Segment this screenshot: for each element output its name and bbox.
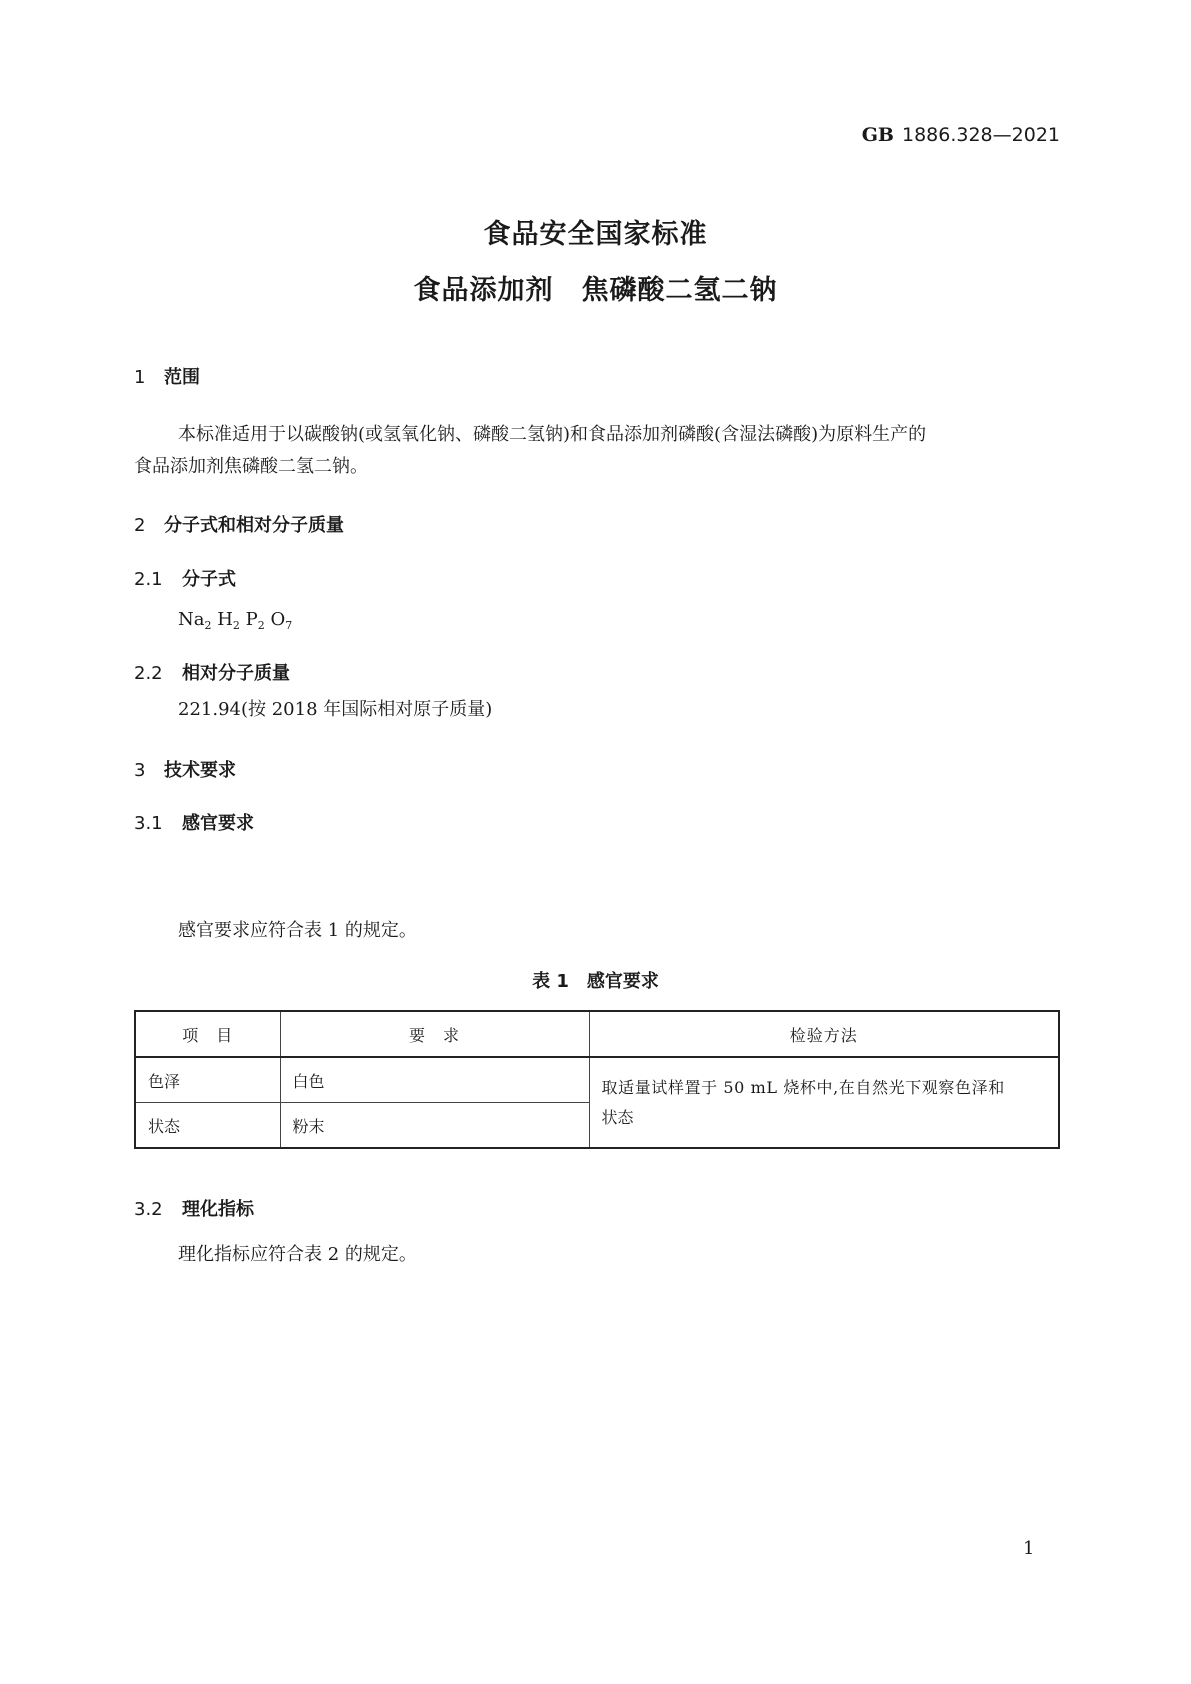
standard-number bbox=[862, 124, 1060, 146]
row-requirement: 白色 bbox=[280, 1057, 589, 1103]
section-2-1-heading: 2.1 分子式 bbox=[134, 569, 236, 590]
row-requirement: 粉末 bbox=[280, 1103, 589, 1149]
section-3-1-para: 感官要求应符合表 1 的规定。 bbox=[178, 920, 417, 941]
molecular-formula: $Na_2$ $H_2$ $P_2$ $O_7$ bbox=[178, 609, 293, 632]
section-3-1-heading: 3.1 感官要求 bbox=[134, 813, 254, 834]
table-row bbox=[135, 1057, 1059, 1103]
row-item: 状态 bbox=[135, 1103, 280, 1149]
document-subtitle: 食品添加剂 焦磷酸二氢二钠 bbox=[413, 275, 778, 306]
column-header-item: 项 目 bbox=[135, 1011, 280, 1057]
row-item: 色泽 bbox=[135, 1057, 280, 1103]
section-3-2-heading: 3.2 理化指标 bbox=[134, 1199, 254, 1220]
table-header-row bbox=[135, 1011, 1059, 1057]
table-1-caption: 表 1 感官要求 bbox=[532, 971, 659, 992]
column-header-method: 检验方法 bbox=[589, 1011, 1059, 1057]
standard-code: 1886.328—2021 bbox=[901, 124, 1060, 146]
section-3-2-para: 理化指标应符合表 2 的规定。 bbox=[178, 1244, 417, 1265]
page-number: 1 bbox=[1023, 1538, 1035, 1559]
document-title: 食品安全国家标准 bbox=[483, 219, 708, 250]
section-1-heading: 1 范围 bbox=[134, 367, 200, 388]
test-method: 取适量试样置于 50 mL 烧杯中,在自然光下观察色泽和 状态 bbox=[589, 1057, 1059, 1148]
section-3-heading: 3 技术要求 bbox=[134, 760, 236, 781]
standard-prefix: GB bbox=[861, 124, 894, 146]
table-1 bbox=[134, 1010, 1060, 1149]
section-1-para-line2: 食品添加剂焦磷酸二氢二钠。 bbox=[134, 456, 368, 477]
section-2-heading: 2 分子式和相对分子质量 bbox=[134, 515, 344, 536]
molecular-mass: 221.94(按 2018 年国际相对原子质量) bbox=[178, 699, 493, 720]
section-1-para-line1: 本标准适用于以碳酸钠(或氢氧化钠、磷酸二氢钠)和食品添加剂磷酸(含湿法磷酸)为原料生产的 bbox=[178, 424, 927, 445]
section-2-2-heading: 2.2 相对分子质量 bbox=[134, 663, 290, 684]
column-header-requirement: 要 求 bbox=[280, 1011, 589, 1057]
